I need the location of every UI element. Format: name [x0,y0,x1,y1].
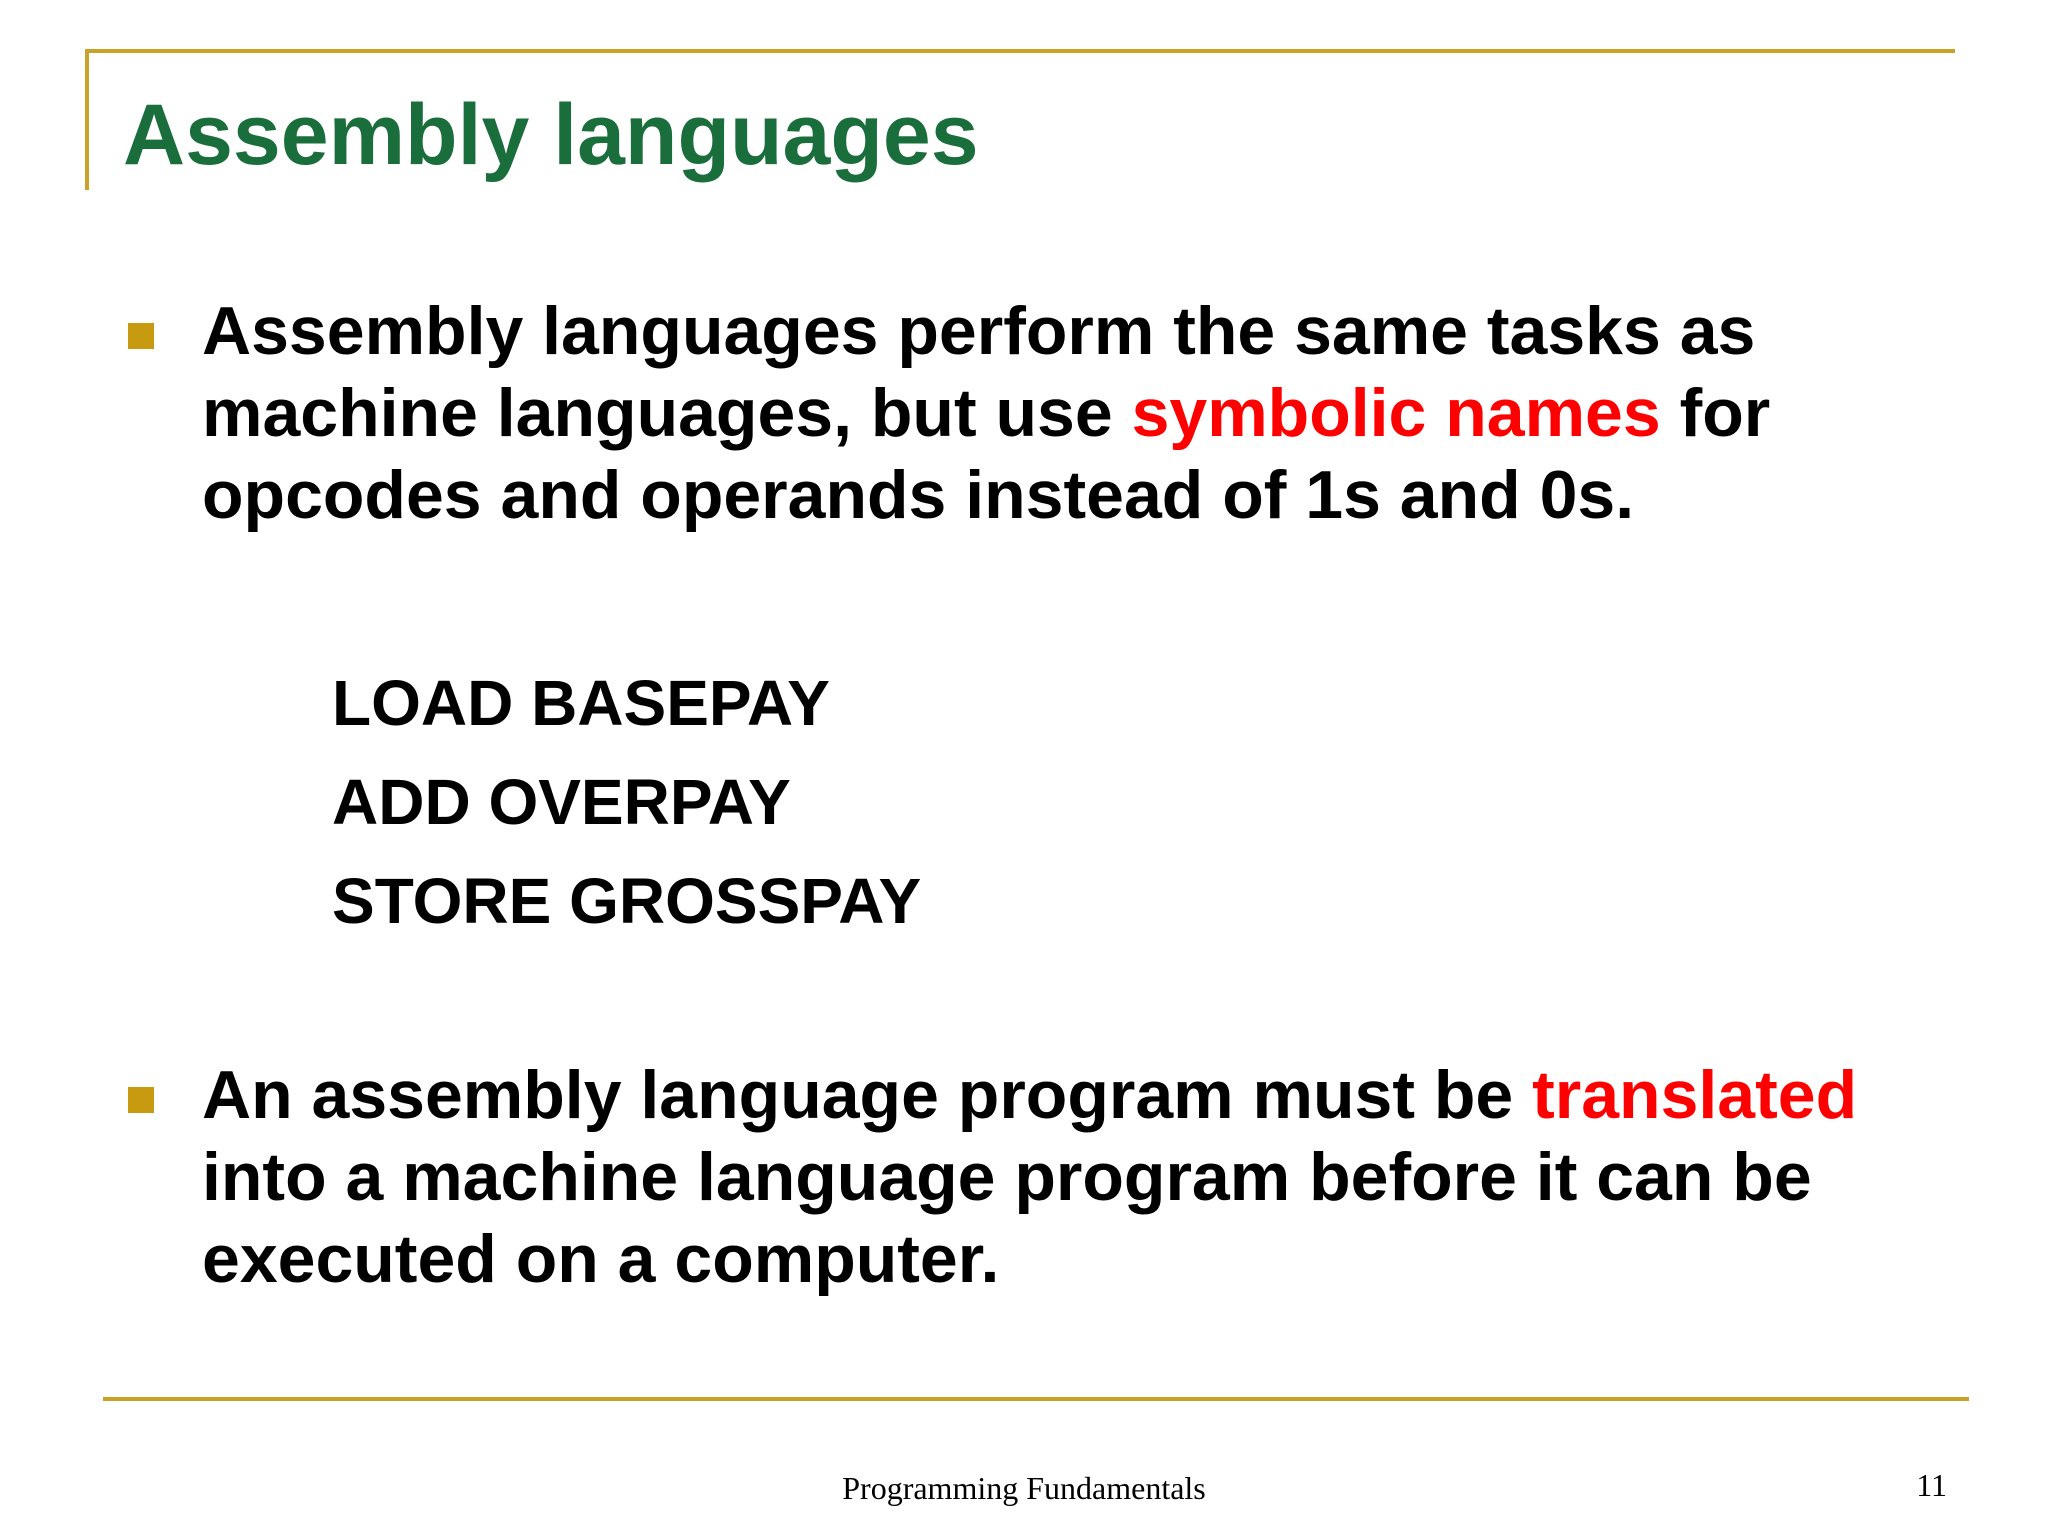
bullet-text-2 [202,1054,1922,1300]
code-line-load: LOAD BASEPAY [332,667,830,739]
top-rule [85,49,1955,53]
slide-title: Assembly languages [123,87,979,183]
bullet-text-1 [202,290,1922,536]
square-bullet-icon [128,1087,154,1113]
bullet-1-line-3: opcodes and operands instead of 1s and 0s. [202,457,1635,533]
bullet-2-line-3: executed on a computer. [202,1221,1000,1297]
footer-label: Programming Fundamentals [842,1470,1206,1506]
code-line-add: ADD OVERPAY [332,766,791,838]
bullet-2-line-2: into a machine language program before it can be [202,1139,1812,1215]
bullet-2-line-1-start: An assembly language program must be [202,1057,1533,1133]
bullet-1-line-2-start: machine languages, but use [202,375,1132,451]
bullet-1-line-1: Assembly languages perform the same tasks as [202,293,1756,369]
left-rule [85,49,89,190]
bottom-rule [103,1397,1969,1401]
highlight-symbolic-names: symbolic names [1131,375,1661,451]
bullet-1-line-2-end: for [1660,375,1771,451]
highlight-translated: translated [1532,1057,1858,1133]
square-bullet-icon [128,323,154,349]
assembly-code-example [332,654,921,951]
code-line-store: STORE GROSSPAY [332,865,922,937]
page-number: 11 [1916,1467,1947,1503]
